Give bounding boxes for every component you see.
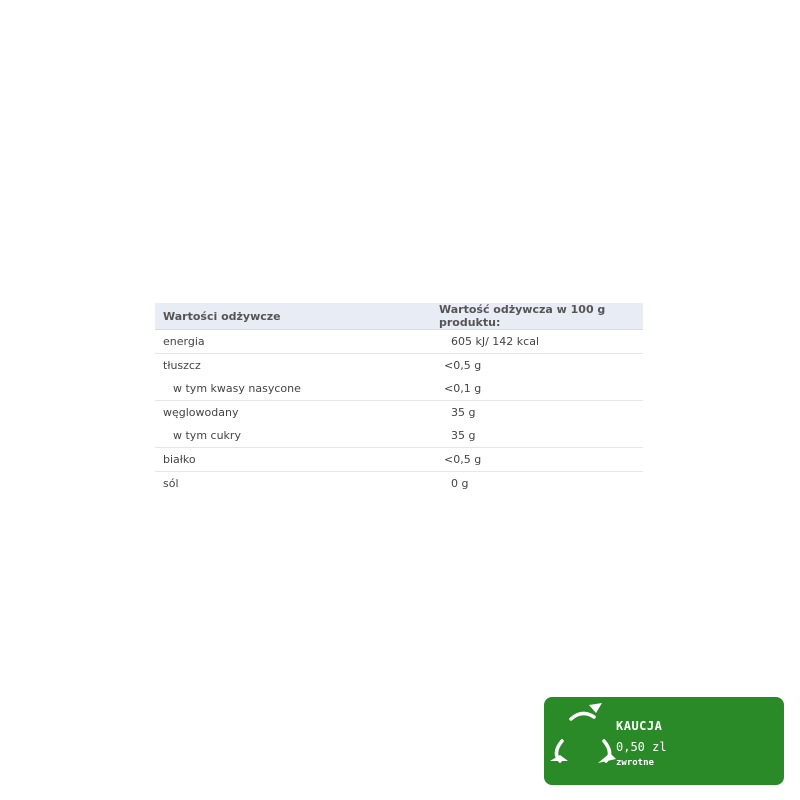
nutrient-value: 0 g: [431, 472, 643, 496]
deposit-badge: [544, 697, 784, 785]
nutrition-table: [155, 303, 643, 495]
nutrient-name: białko: [155, 448, 431, 472]
table-row: [155, 472, 643, 496]
nutrient-name: energia: [163, 335, 205, 348]
nutrient-name: w tym kwasy nasycone: [173, 382, 301, 395]
header-nutrients: Wartości odżywcze: [155, 303, 431, 330]
nutrient-value: 35 g: [431, 401, 643, 425]
nutrient-value: <0,5 g: [431, 354, 643, 378]
nutrient-name: w tym cukry: [173, 429, 241, 442]
nutrient-value: 605 kJ/ 142 kcal: [451, 335, 540, 348]
nutrient-name: tłuszcz: [155, 354, 431, 378]
deposit-title: KAUCJA: [616, 719, 663, 733]
header-value-per-100g: Wartość odżywcza w 100 g produktu:: [431, 303, 643, 330]
table-row: [155, 354, 643, 378]
deposit-returnable-label: zwrotne: [616, 758, 654, 768]
nutrient-value: <0,5 g: [431, 448, 643, 472]
table-row: [155, 448, 643, 472]
table-header-row: [155, 303, 643, 330]
table-row: [155, 377, 643, 401]
table-row: [155, 330, 643, 354]
nutrient-value: <0,1 g: [444, 382, 482, 395]
table-row: [155, 401, 643, 425]
table-row: [155, 424, 643, 448]
deposit-amount: 0,50 zl: [616, 740, 667, 754]
nutrient-value: 35 g: [451, 429, 476, 442]
recycle-arrows-icon: [544, 697, 624, 785]
nutrient-name: sól: [155, 472, 431, 496]
nutrient-name: węglowodany: [155, 401, 431, 425]
